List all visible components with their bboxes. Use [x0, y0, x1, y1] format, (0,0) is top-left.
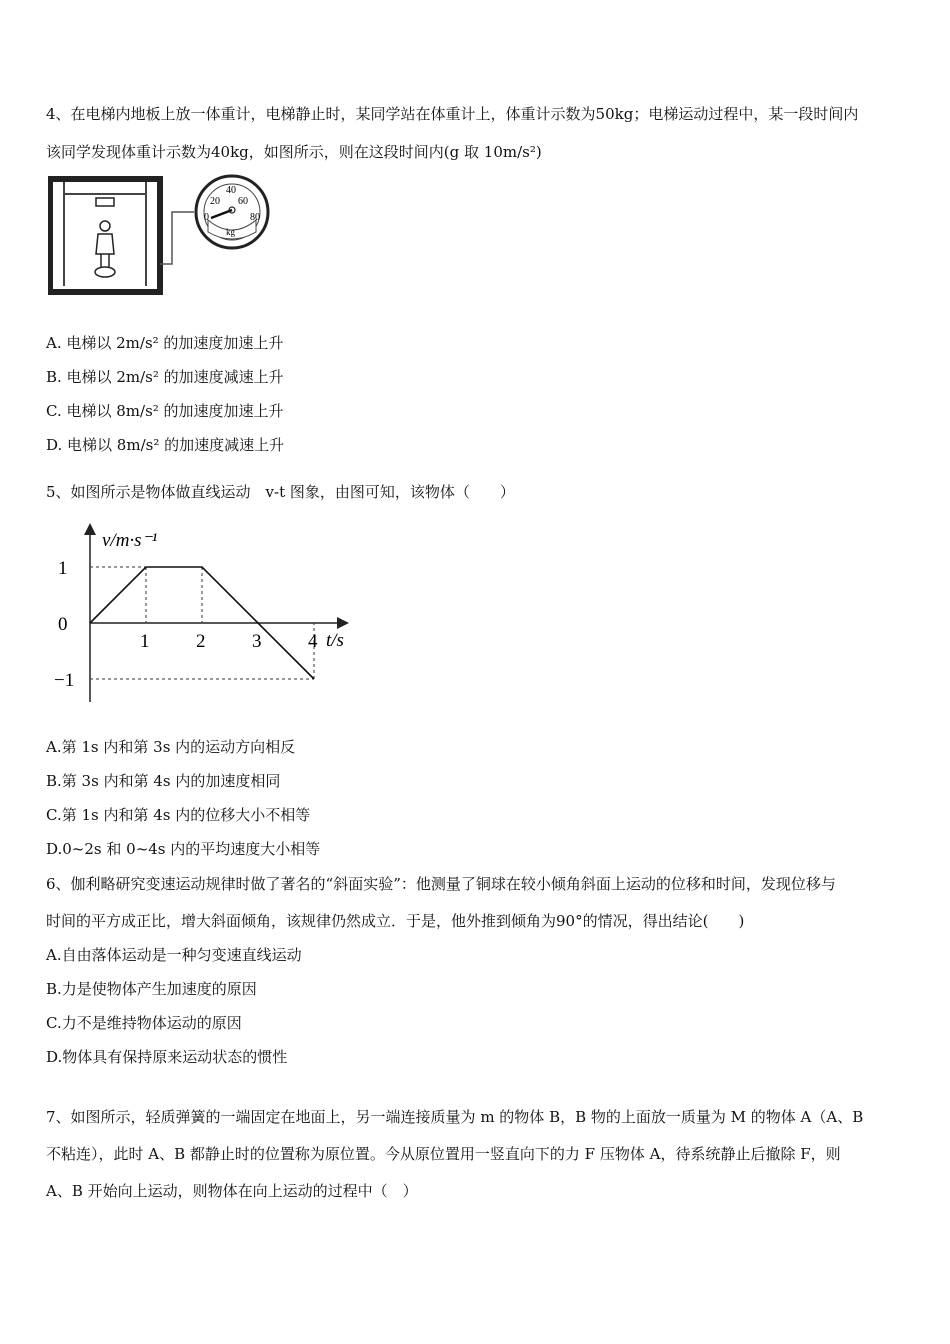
dial-label-60: 60 — [238, 196, 248, 207]
q4-stem-line2: 该同学发现体重计示数为40kg，如图所示，则在这段时间内(g 取 10m/s²) — [46, 143, 542, 161]
y-tick-label: −1 — [54, 670, 75, 691]
x-tick-label: 3 — [252, 631, 262, 652]
q6-option-c: C.力不是维持物体运动的原因 — [46, 1014, 242, 1032]
q4-option-d: D. 电梯以 8m/s² 的加速度减速上升 — [46, 436, 285, 454]
q5-stem: 5、如图所示是物体做直线运动 v-t 图象，由图可知，该物体（ ） — [46, 483, 515, 501]
floor-scale — [95, 267, 115, 277]
x-tick-label: 2 — [196, 631, 206, 652]
q6-option-d: D.物体具有保持原来运动状态的惯性 — [46, 1048, 288, 1066]
dial-label-20: 20 — [210, 196, 220, 207]
y-tick-label: 0 — [58, 614, 68, 635]
dial-label-80: 80 — [250, 212, 260, 223]
q5-option-d: D.0~2s 和 0~4s 内的平均速度大小相等 — [46, 840, 321, 858]
q6-stem-line1: 6、伽利略研究变速运动规律时做了著名的“斜面实验”：他测量了铜球在较小倾角斜面上运动的位移和时间，发现位移与 — [46, 875, 836, 893]
vt-chart — [50, 516, 370, 716]
q4-option-b: B. 电梯以 2m/s² 的加速度减速上升 — [46, 368, 284, 386]
elevator-scale-figure — [48, 174, 288, 299]
q6-option-a: A.自由落体运动是一种匀变速直线运动 — [46, 946, 302, 964]
q4-stem-line1: 4、在电梯内地板上放一体重计，电梯静止时，某同学站在体重计上，体重计示数为50kg；电梯运动过程中，某一段时间内 — [46, 105, 859, 123]
q6-stem-line2: 时间的平方成正比，增大斜面倾角，该规律仍然成立．于是，他外推到倾角为90°的情况，得出结论( ) — [46, 912, 745, 930]
x-axis-label: t/s — [326, 630, 344, 651]
q5-option-a: A.第 1s 内和第 3s 内的运动方向相反 — [46, 738, 296, 756]
x-tick-label: 1 — [140, 631, 150, 652]
dial-label-0: 0 — [204, 212, 209, 223]
x-tick-label: 4 — [308, 631, 318, 652]
person-icon — [96, 221, 114, 268]
q6-option-b: B.力是使物体产生加速度的原因 — [46, 980, 257, 998]
q4-option-a: A. 电梯以 2m/s² 的加速度加速上升 — [46, 334, 284, 352]
q7-stem-line3: A、B 开始向上运动，则物体在向上运动的过程中（ ） — [46, 1182, 418, 1200]
q5-option-b: B.第 3s 内和第 4s 内的加速度相同 — [46, 772, 281, 790]
q4-option-c: C. 电梯以 8m/s² 的加速度加速上升 — [46, 402, 284, 420]
dial-unit: kg — [226, 227, 235, 237]
q7-stem-line1: 7、如图所示，轻质弹簧的一端固定在地面上，另一端连接质量为 m 的物体 B，B 物的上面放一质量为 M 的物体 A（A、B — [46, 1108, 864, 1126]
scale-cable — [160, 212, 194, 264]
q5-option-c: C.第 1s 内和第 4s 内的位移大小不相等 — [46, 806, 311, 824]
dial-label-40: 40 — [226, 185, 236, 196]
q7-stem-line2: 不粘连），此时 A、B 都静止时的位置称为原位置。今从原位置用一竖直向下的力 F 压物体 A，待系统静止后撤除 F，则 — [46, 1145, 841, 1163]
ceiling-light — [96, 198, 114, 206]
y-axis-label: v/m·s⁻¹ — [102, 530, 158, 551]
y-tick-label: 1 — [58, 558, 68, 579]
scale-dial — [196, 176, 268, 248]
